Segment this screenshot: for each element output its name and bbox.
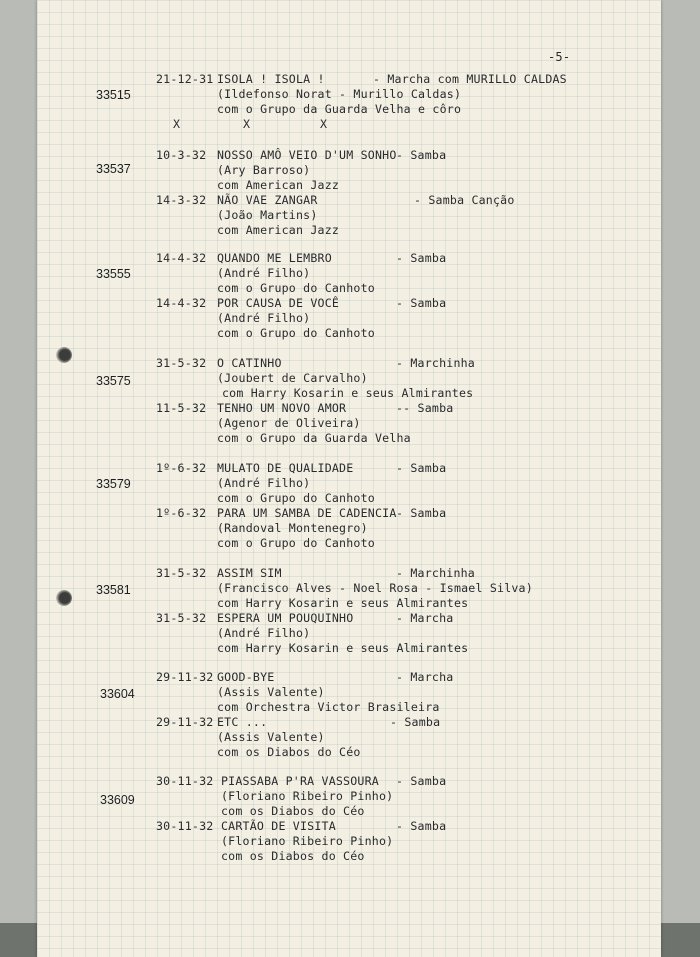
song-title: ISOLA ! ISOLA ! [217,72,325,86]
recording-date: 11-5-32 [156,401,207,415]
recording-date: 30-11-32 [156,819,214,833]
song-authors: (Joubert de Carvalho) [217,371,368,385]
song-genre: - Samba [396,251,447,265]
song-authors: (Assis Valente) [217,685,325,699]
song-performer: com o Grupo do Canhoto [217,491,375,505]
recording-date: 10-3-32 [156,148,207,162]
song-title: ETC ... [217,715,268,729]
song-genre: - Marcha [396,670,454,684]
recording-date: 14-4-32 [156,251,207,265]
song-authors: (Ildefonso Norat - Murillo Caldas) [217,87,462,101]
song-genre: - Samba [396,296,447,310]
punch-hole-bottom [56,590,72,606]
separator-mark: X [243,117,251,131]
separator-mark: X [173,117,181,131]
song-performer: com Orchestra Victor Brasileira [217,700,440,714]
recording-date: 21-12-31 [156,72,214,86]
song-title: PIASSABA P'RA VASSOURA [221,774,379,788]
song-authors: (Ary Barroso) [217,163,311,177]
matrix-number: 33575 [96,374,131,388]
song-performer: com Harry Kosarin e seus Almirantes [222,386,474,400]
song-genre: - Marchinha [396,566,475,580]
song-title: NÃO VAE ZANGAR [217,193,318,207]
recording-date: 29-11-32 [156,670,214,684]
recording-date: 14-4-32 [156,296,207,310]
song-performer: com Harry Kosarin e seus Almirantes [217,641,469,655]
song-genre: - Samba [396,461,447,475]
song-authors: (Randoval Montenegro) [217,521,368,535]
matrix-number: 33604 [100,687,135,701]
recording-date: 29-11-32 [156,715,214,729]
matrix-number: 33515 [96,88,131,102]
song-title: MULATO DE QUALIDADE [217,461,354,475]
song-genre: -- Samba [396,401,454,415]
matrix-number: 33609 [100,793,135,807]
song-performer: com o Grupo da Guarda Velha e côro [217,102,462,116]
song-title: CARTÃO DE VISITA [221,819,336,833]
song-authors: (André Filho) [217,476,311,490]
punch-hole-top [56,347,72,363]
song-performer: com o Grupo da Guarda Velha [217,431,411,445]
song-authors: (Agenor de Oliveira) [217,416,361,430]
song-title: TENHO UM NOVO AMOR [217,401,347,415]
song-authors: (André Filho) [217,311,311,325]
song-genre: - Marcha [396,611,454,625]
song-genre: - Samba [396,774,447,788]
song-genre: - Samba [396,506,447,520]
song-performer: com os Diabos do Céo [217,745,361,759]
song-authors: (Floriano Ribeiro Pinho) [221,834,394,848]
song-title: O CATINHO [217,356,282,370]
song-performer: com os Diabos do Céo [221,849,365,863]
recording-date: 31-5-32 [156,566,207,580]
song-title: ASSIM SIM [217,566,282,580]
separator-mark: X [320,117,328,131]
song-authors: (Francisco Alves - Noel Rosa - Ismael Silva) [217,581,533,595]
song-authors: (André Filho) [217,266,311,280]
song-genre: - Marchinha [396,356,475,370]
song-authors: (Assis Valente) [217,730,325,744]
page-number: -5- [548,50,571,64]
song-genre: - Samba [396,148,447,162]
matrix-number: 33579 [96,477,131,491]
song-performer: com os Diabos do Céo [221,804,365,818]
song-performer: com o Grupo do Canhoto [217,281,375,295]
recording-date: 30-11-32 [156,774,214,788]
song-authors: (Floriano Ribeiro Pinho) [221,789,394,803]
recording-date: 1º-6-32 [156,461,207,475]
song-performer: com o Grupo do Canhoto [217,536,375,550]
recording-date: 1º-6-32 [156,506,207,520]
matrix-number: 33537 [96,162,131,176]
recording-date: 31-5-32 [156,611,207,625]
song-authors: (André Filho) [217,626,311,640]
song-title: ESPERA UM POUQUINHO [217,611,354,625]
matrix-number: 33581 [96,583,131,597]
song-genre: - Samba [396,819,447,833]
song-genre: - Samba [390,715,441,729]
song-performer: com o Grupo do Canhoto [217,326,375,340]
song-title: PARA UM SAMBA DE CADENCIA [217,506,397,520]
song-genre: - Samba Canção [414,193,515,207]
song-title: QUANDO ME LEMBRO [217,251,332,265]
song-performer: com Harry Kosarin e seus Almirantes [217,596,469,610]
song-performer: com American Jazz [217,178,340,192]
song-performer: com American Jazz [217,223,340,237]
song-title: POR CAUSA DE VOCÊ [217,296,340,310]
recording-date: 14-3-32 [156,193,207,207]
song-genre: - Marcha com MURILLO CALDAS [373,72,567,86]
song-title: GOOD-BYE [217,670,275,684]
song-title: NOSSO AMÔ VEIO D'UM SONHO [217,148,397,162]
matrix-number: 33555 [96,267,131,281]
song-authors: (João Martins) [217,208,318,222]
recording-date: 31-5-32 [156,356,207,370]
